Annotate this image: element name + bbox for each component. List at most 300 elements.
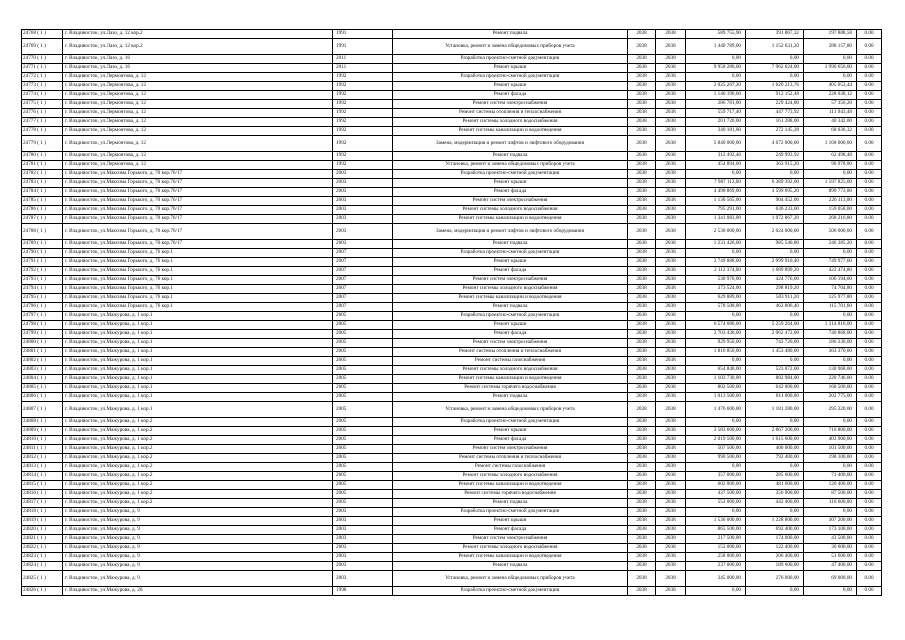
owners-cost-cell: 173 100,00	[804, 526, 857, 535]
start-year-cell: 2038	[628, 312, 656, 321]
row-id-cell: 24782 ( 1 )	[22, 170, 63, 179]
end-year-cell: 2038	[656, 267, 686, 276]
address-cell: г. Владивосток, ул.Максима Горького, д. 70 кор.76/17	[63, 215, 333, 224]
address-cell: г. Владивосток, ул.Мажурова, д. 1 кор.2	[63, 472, 333, 481]
address-cell: г. Владивосток, ул.Максима Горького, д. 70 кор.76/17	[63, 179, 333, 188]
row-id-cell: 24817 ( 1 )	[22, 499, 63, 508]
total-cost-cell: 629 889,00	[686, 294, 746, 303]
table-row	[22, 384, 882, 393]
year-cell: 2005	[333, 312, 393, 321]
other-cost-cell: 0.00	[857, 161, 882, 170]
fund-cost-cell: 276 000,00	[746, 571, 804, 587]
start-year-cell: 2038	[628, 490, 656, 499]
work-type-cell: Ремонт крыши	[393, 321, 628, 330]
year-cell: 2003	[333, 517, 393, 526]
year-cell: 2005	[333, 330, 393, 339]
start-year-cell: 2038	[628, 206, 656, 215]
total-cost-cell: 0,00	[686, 170, 746, 179]
row-id-cell: 24783 ( 1 )	[22, 179, 63, 188]
work-type-cell: Разработка проектно-сметной документации	[393, 587, 628, 596]
row-id-cell: 24814 ( 1 )	[22, 472, 63, 481]
address-cell: г. Владивосток, ул.Лазо, д. 16	[63, 55, 333, 64]
fund-cost-cell: 811 000,00	[746, 393, 804, 402]
year-cell: 1992	[333, 152, 393, 161]
other-cost-cell: 0.00	[857, 587, 882, 596]
address-cell: г. Владивосток, ул.Мажурова, д. 9	[63, 508, 333, 517]
owners-cost-cell: 74 704,80	[804, 285, 857, 294]
other-cost-cell: 0.00	[857, 472, 882, 481]
table-row	[22, 321, 882, 330]
other-cost-cell: 0.00	[857, 535, 882, 544]
end-year-cell: 2038	[656, 526, 686, 535]
address-cell: г. Владивосток, ул.Максима Горького, д. 70 кор.76/17	[63, 224, 333, 240]
address-cell: г. Владивосток, ул.Лермонтова, д. 12	[63, 73, 333, 82]
total-cost-cell: 2 530 000,00	[686, 224, 746, 240]
year-cell: 2003	[333, 571, 393, 587]
work-type-cell: Ремонт подвала	[393, 240, 628, 249]
total-cost-cell: 3 749 888,00	[686, 258, 746, 267]
table-row	[22, 170, 882, 179]
start-year-cell: 2038	[628, 562, 656, 571]
year-cell: 2003	[333, 508, 393, 517]
owners-cost-cell: 125 977,80	[804, 294, 857, 303]
row-id-cell: 24800 ( 1 )	[22, 339, 63, 348]
table-row	[22, 481, 882, 490]
work-type-cell: Ремонт крыши	[393, 427, 628, 436]
work-type-cell: Ремонт подвала	[393, 562, 628, 571]
fund-cost-cell: 692 400,00	[746, 526, 804, 535]
year-cell: 2003	[333, 179, 393, 188]
row-id-cell: 24819 ( 1 )	[22, 517, 63, 526]
work-type-cell: Разработка проектно-сметной документации	[393, 55, 628, 64]
address-cell: г. Владивосток, ул.Мажурова, д. 1 кор.2	[63, 445, 333, 454]
work-type-cell: Ремонт крыши	[393, 258, 628, 267]
fund-cost-cell: 1 228 800,00	[746, 517, 804, 526]
end-year-cell: 2038	[656, 100, 686, 109]
year-cell: 2003	[333, 188, 393, 197]
table-row	[22, 553, 882, 562]
other-cost-cell: 0.00	[857, 402, 882, 418]
start-year-cell: 2038	[628, 170, 656, 179]
row-id-cell: 24793 ( 1 )	[22, 276, 63, 285]
total-cost-cell: 802 500,00	[686, 384, 746, 393]
other-cost-cell: 0.00	[857, 562, 882, 571]
address-cell: г. Владивосток, ул.Максима Горького, д. 70 кор.76/17	[63, 170, 333, 179]
work-type-cell: Ремонт фасада	[393, 526, 628, 535]
owners-cost-cell: 47 400,00	[804, 562, 857, 571]
owners-cost-cell: 115 701,60	[804, 303, 857, 312]
start-year-cell: 2038	[628, 82, 656, 91]
year-cell: 2003	[333, 206, 393, 215]
owners-cost-cell: 71 400,00	[804, 472, 857, 481]
end-year-cell: 2038	[656, 508, 686, 517]
total-cost-cell: 6 574 080,00	[686, 321, 746, 330]
address-cell: г. Владивосток, ул.Максима Горького, д. 70 кор.76/17	[63, 206, 333, 215]
fund-cost-cell: 912 152,48	[746, 91, 804, 100]
work-type-cell: Ремонт систем электроснабжения	[393, 535, 628, 544]
row-id-cell: 24784 ( 1 )	[22, 188, 63, 197]
owners-cost-cell: 405 053,44	[804, 82, 857, 91]
fund-cost-cell: 1 689 899,20	[746, 267, 804, 276]
address-cell: г. Владивосток, ул.Мажурова, д. 1 кор.1	[63, 357, 333, 366]
start-year-cell: 2038	[628, 91, 656, 100]
table-row	[22, 30, 882, 39]
fund-cost-cell: 350 000,00	[746, 490, 804, 499]
other-cost-cell: 0.00	[857, 30, 882, 39]
row-id-cell: 24789 ( 1 )	[22, 240, 63, 249]
row-id-cell: 24794 ( 1 )	[22, 285, 63, 294]
fund-cost-cell: 0,00	[746, 587, 804, 596]
row-id-cell: 24813 ( 1 )	[22, 463, 63, 472]
other-cost-cell: 0.00	[857, 436, 882, 445]
owners-cost-cell: 288 157,80	[804, 39, 857, 55]
row-id-cell: 24786 ( 1 )	[22, 206, 63, 215]
owners-cost-cell: 740 868,00	[804, 330, 857, 339]
row-id-cell: 24787 ( 1 )	[22, 215, 63, 224]
total-cost-cell: 258 000,00	[686, 553, 746, 562]
end-year-cell: 2038	[656, 127, 686, 136]
end-year-cell: 2038	[656, 109, 686, 118]
year-cell: 2003	[333, 170, 393, 179]
end-year-cell: 2038	[656, 445, 686, 454]
end-year-cell: 2038	[656, 197, 686, 206]
other-cost-cell: 0.00	[857, 240, 882, 249]
work-type-cell: Ремонт крыши	[393, 179, 628, 188]
start-year-cell: 2038	[628, 544, 656, 553]
other-cost-cell: 0.00	[857, 39, 882, 55]
year-cell: 2003	[333, 224, 393, 240]
work-type-cell: Ремонт системы холодного водоснабжения	[393, 366, 628, 375]
fund-cost-cell: 0,00	[746, 249, 804, 258]
year-cell: 2003	[333, 240, 393, 249]
table-row	[22, 499, 882, 508]
total-cost-cell: 0,00	[686, 463, 746, 472]
other-cost-cell: 0.00	[857, 55, 882, 64]
year-cell: 2007	[333, 285, 393, 294]
fund-cost-cell: 2 867 200,00	[746, 427, 804, 436]
end-year-cell: 2038	[656, 258, 686, 267]
owners-cost-cell: 0,00	[804, 418, 857, 427]
work-type-cell: Ремонт систем электроснабжения	[393, 100, 628, 109]
fund-cost-cell: 229 424,80	[746, 100, 804, 109]
address-cell: г. Владивосток, ул.Максима Горького, д. 70 кор.76/17	[63, 197, 333, 206]
start-year-cell: 2038	[628, 393, 656, 402]
table-row	[22, 224, 882, 240]
owners-cost-cell: 0,00	[804, 170, 857, 179]
address-cell: г. Владивосток, ул.Мажурова, д. 9	[63, 571, 333, 587]
end-year-cell: 2038	[656, 427, 686, 436]
year-cell: 2003	[333, 535, 393, 544]
total-cost-cell: 578 508,00	[686, 303, 746, 312]
end-year-cell: 2038	[656, 463, 686, 472]
other-cost-cell: 0.00	[857, 82, 882, 91]
fund-cost-cell: 904 452,00	[746, 197, 804, 206]
owners-cost-cell: 159 058,00	[804, 206, 857, 215]
start-year-cell: 2038	[628, 535, 656, 544]
row-id-cell: 24796 ( 1 )	[22, 303, 63, 312]
end-year-cell: 2038	[656, 303, 686, 312]
address-cell: г. Владивосток, ул.Максима Горького, д. 76 кор.1	[63, 258, 333, 267]
other-cost-cell: 0.00	[857, 384, 882, 393]
fund-cost-cell: 1 453 480,00	[746, 348, 804, 357]
table-row	[22, 136, 882, 152]
total-cost-cell: 553 000,00	[686, 499, 746, 508]
year-cell: 2005	[333, 490, 393, 499]
year-cell: 2005	[333, 339, 393, 348]
year-cell: 2007	[333, 267, 393, 276]
start-year-cell: 2038	[628, 161, 656, 170]
total-cost-cell: 2 025 267,20	[686, 82, 746, 91]
table-row	[22, 445, 882, 454]
row-id-cell: 24811 ( 1 )	[22, 445, 63, 454]
start-year-cell: 2038	[628, 436, 656, 445]
address-cell: г. Владивосток, ул.Мажурова, д. 1 кор.2	[63, 454, 333, 463]
owners-cost-cell: 101 500,00	[804, 445, 857, 454]
row-id-cell: 24776 ( 1 )	[22, 109, 63, 118]
total-cost-cell: 454 894,00	[686, 161, 746, 170]
start-year-cell: 2038	[628, 276, 656, 285]
row-id-cell: 24773 ( 1 )	[22, 82, 63, 91]
start-year-cell: 2038	[628, 384, 656, 393]
total-cost-cell: 1 013 500,00	[686, 393, 746, 402]
row-id-cell: 24790 ( 1 )	[22, 249, 63, 258]
fund-cost-cell: 743 720,00	[746, 339, 804, 348]
row-id-cell: 24770 ( 1 )	[22, 55, 63, 64]
address-cell: г. Владивосток, ул.Мажурова, д. 1 кор.1	[63, 402, 333, 418]
work-type-cell: Ремонт подвала	[393, 499, 628, 508]
end-year-cell: 2038	[656, 393, 686, 402]
start-year-cell: 2038	[628, 136, 656, 152]
address-cell: г. Владивосток, ул.Мажурова, д. 1 кор.1	[63, 330, 333, 339]
year-cell: 2005	[333, 348, 393, 357]
start-year-cell: 2038	[628, 508, 656, 517]
start-year-cell: 2038	[628, 258, 656, 267]
document-page	[21, 29, 881, 596]
row-id-cell: 24779 ( 1 )	[22, 136, 63, 152]
fund-cost-cell: 424 776,00	[746, 276, 804, 285]
start-year-cell: 2038	[628, 267, 656, 276]
other-cost-cell: 0.00	[857, 152, 882, 161]
end-year-cell: 2038	[656, 384, 686, 393]
start-year-cell: 2038	[628, 375, 656, 384]
start-year-cell: 2038	[628, 463, 656, 472]
row-id-cell: 24792 ( 1 )	[22, 267, 63, 276]
fund-cost-cell: 0,00	[746, 418, 804, 427]
address-cell: г. Владивосток, ул.Мажурова, д. 1 кор.1	[63, 366, 333, 375]
table-row	[22, 179, 882, 188]
work-type-cell: Ремонт системы холодного водоснабжения	[393, 544, 628, 553]
other-cost-cell: 0.00	[857, 348, 882, 357]
table-row	[22, 393, 882, 402]
work-type-cell: Ремонт систем электроснабжения	[393, 276, 628, 285]
total-cost-cell: 0,00	[686, 249, 746, 258]
fund-cost-cell: 2 999 910,40	[746, 258, 804, 267]
year-cell: 2005	[333, 402, 393, 418]
start-year-cell: 2038	[628, 303, 656, 312]
row-id-cell: 24804 ( 1 )	[22, 375, 63, 384]
owners-cost-cell: 0,00	[804, 312, 857, 321]
end-year-cell: 2038	[656, 535, 686, 544]
fund-cost-cell: 0,00	[746, 312, 804, 321]
row-id-cell: 24791 ( 1 )	[22, 258, 63, 267]
year-cell: 2005	[333, 384, 393, 393]
end-year-cell: 2038	[656, 64, 686, 73]
work-type-cell: Разработка проектно-сметной документации	[393, 170, 628, 179]
end-year-cell: 2038	[656, 206, 686, 215]
start-year-cell: 2038	[628, 418, 656, 427]
fund-cost-cell: 481 600,00	[746, 481, 804, 490]
start-year-cell: 2038	[628, 55, 656, 64]
start-year-cell: 2038	[628, 188, 656, 197]
fund-cost-cell: 391 867,32	[746, 30, 804, 39]
address-cell: г. Владивосток, ул.Мажурова, д. 1 кор.2	[63, 481, 333, 490]
end-year-cell: 2038	[656, 499, 686, 508]
address-cell: г. Владивосток, ул.Максима Горького, д. 76 кор.1	[63, 267, 333, 276]
row-id-cell: 24771 ( 1 )	[22, 64, 63, 73]
start-year-cell: 2038	[628, 587, 656, 596]
end-year-cell: 2038	[656, 571, 686, 587]
row-id-cell: 24801 ( 1 )	[22, 348, 63, 357]
end-year-cell: 2038	[656, 562, 686, 571]
table-row	[22, 454, 882, 463]
other-cost-cell: 0.00	[857, 170, 882, 179]
table-row	[22, 436, 882, 445]
work-type-cell: Ремонт системы отопления и теплоснабжения	[393, 348, 628, 357]
year-cell: 2007	[333, 249, 393, 258]
address-cell: г. Владивосток, ул.Мажурова, д. 1 кор.2	[63, 463, 333, 472]
other-cost-cell: 0.00	[857, 544, 882, 553]
owners-cost-cell: 1 168 000,00	[804, 136, 857, 152]
start-year-cell: 2038	[628, 499, 656, 508]
address-cell: г. Владивосток, ул.Лазо, д. 16	[63, 64, 333, 73]
fund-cost-cell: 3 599 095,20	[746, 188, 804, 197]
total-cost-cell: 345 000,00	[686, 571, 746, 587]
other-cost-cell: 0.00	[857, 188, 882, 197]
other-cost-cell: 0.00	[857, 267, 882, 276]
start-year-cell: 2038	[628, 481, 656, 490]
year-cell: 2005	[333, 357, 393, 366]
table-row	[22, 348, 882, 357]
total-cost-cell: 373 524,00	[686, 285, 746, 294]
owners-cost-cell: 506 000,00	[804, 224, 857, 240]
fund-cost-cell: 642 000,00	[746, 384, 804, 393]
end-year-cell: 2038	[656, 136, 686, 152]
end-year-cell: 2038	[656, 375, 686, 384]
owners-cost-cell: 130 968,00	[804, 366, 857, 375]
start-year-cell: 2038	[628, 127, 656, 136]
table-row	[22, 375, 882, 384]
end-year-cell: 2038	[656, 312, 686, 321]
owners-cost-cell: 1 314 816,00	[804, 321, 857, 330]
owners-cost-cell: 0,00	[804, 587, 857, 596]
owners-cost-cell: 1 990 656,00	[804, 64, 857, 73]
total-cost-cell: 559 717,40	[686, 109, 746, 118]
address-cell: г. Владивосток, ул.Максима Горького, д. 76 кор.1	[63, 285, 333, 294]
work-type-cell: Разработка проектно-сметной документации	[393, 312, 628, 321]
owners-cost-cell: 0,00	[804, 73, 857, 82]
end-year-cell: 2038	[656, 454, 686, 463]
address-cell: г. Владивосток, ул.Лермонтова, д. 12	[63, 91, 333, 100]
start-year-cell: 2038	[628, 294, 656, 303]
total-cost-cell: 990 500,00	[686, 454, 746, 463]
owners-cost-cell: 160 500,00	[804, 384, 857, 393]
row-id-cell: 24808 ( 1 )	[22, 418, 63, 427]
year-cell: 1991	[333, 39, 393, 55]
fund-cost-cell: 503 911,20	[746, 294, 804, 303]
fund-cost-cell: 447 773,92	[746, 109, 804, 118]
other-cost-cell: 0.00	[857, 276, 882, 285]
start-year-cell: 2038	[628, 152, 656, 161]
work-type-cell: Разработка проектно-сметной документации	[393, 249, 628, 258]
owners-cost-cell: 43 500,00	[804, 535, 857, 544]
table-row	[22, 100, 882, 109]
address-cell: г. Владивосток, ул.Лермонтова, д. 12	[63, 100, 333, 109]
total-cost-cell: 312 492,40	[686, 152, 746, 161]
owners-cost-cell: 268 216,80	[804, 215, 857, 224]
fund-cost-cell: 272 145,28	[746, 127, 804, 136]
year-cell: 1991	[333, 30, 393, 39]
other-cost-cell: 0.00	[857, 197, 882, 206]
row-id-cell: 24825 ( 1 )	[22, 571, 63, 587]
fund-cost-cell: 249 993,92	[746, 152, 804, 161]
total-cost-cell: 602 000,00	[686, 481, 746, 490]
address-cell: г. Владивосток, ул.Мажурова, д. 1 кор.2	[63, 499, 333, 508]
row-id-cell: 24809 ( 1 )	[22, 427, 63, 436]
year-cell: 2003	[333, 197, 393, 206]
start-year-cell: 2038	[628, 215, 656, 224]
owners-cost-cell: 198 100,00	[804, 454, 857, 463]
owners-cost-cell: 1 597 825,00	[804, 179, 857, 188]
owners-cost-cell: 120 400,00	[804, 481, 857, 490]
year-cell: 2005	[333, 427, 393, 436]
year-cell: 2005	[333, 454, 393, 463]
end-year-cell: 2038	[656, 179, 686, 188]
other-cost-cell: 0.00	[857, 127, 882, 136]
owners-cost-cell: 899 773,80	[804, 188, 857, 197]
start-year-cell: 2038	[628, 330, 656, 339]
fund-cost-cell: 985 540,80	[746, 240, 804, 249]
address-cell: г. Владивосток, ул.Мажурова, д. 9	[63, 526, 333, 535]
table-row	[22, 55, 882, 64]
year-cell: 1992	[333, 100, 393, 109]
other-cost-cell: 0.00	[857, 100, 882, 109]
end-year-cell: 2038	[656, 249, 686, 258]
owners-cost-cell: 87 500,00	[804, 490, 857, 499]
end-year-cell: 2038	[656, 357, 686, 366]
work-type-cell: Ремонт системы холодного водоснабжения	[393, 472, 628, 481]
total-cost-cell: 217 500,00	[686, 535, 746, 544]
fund-cost-cell: 0,00	[746, 170, 804, 179]
end-year-cell: 2038	[656, 366, 686, 375]
total-cost-cell: 1 140 190,60	[686, 91, 746, 100]
table-row	[22, 508, 882, 517]
total-cost-cell: 589 755,90	[686, 30, 746, 39]
year-cell: 2005	[333, 436, 393, 445]
work-type-cell: Ремонт фасада	[393, 188, 628, 197]
address-cell: г. Владивосток, ул.Лермонтова, д. 12	[63, 136, 333, 152]
other-cost-cell: 0.00	[857, 109, 882, 118]
end-year-cell: 2038	[656, 91, 686, 100]
total-cost-cell: 4 498 869,00	[686, 188, 746, 197]
fund-cost-cell: 406 000,00	[746, 445, 804, 454]
year-cell: 2005	[333, 321, 393, 330]
table-row	[22, 294, 882, 303]
address-cell: г. Владивосток, ул.Мажурова, д. 1 кор.1	[63, 375, 333, 384]
work-type-cell: Ремонт системы горячего водоснабжения	[393, 384, 628, 393]
end-year-cell: 2038	[656, 339, 686, 348]
table-row	[22, 109, 882, 118]
row-id-cell: 24822 ( 1 )	[22, 544, 63, 553]
